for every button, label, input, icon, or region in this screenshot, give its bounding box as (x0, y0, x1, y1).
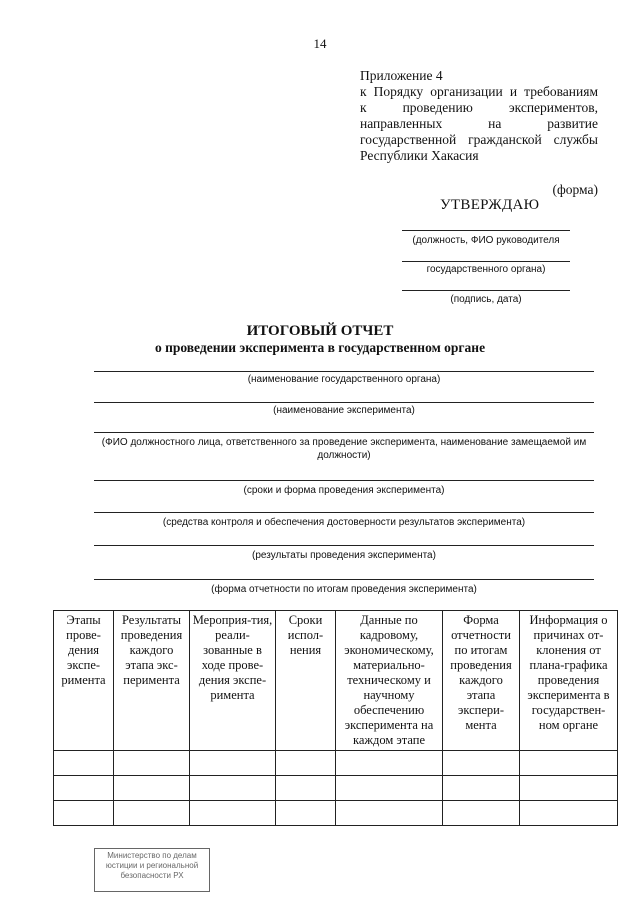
table-cell (336, 776, 443, 801)
table-header-cell: Сроки испол-нения (276, 611, 336, 751)
table-cell (114, 751, 190, 776)
signature-caption: (должность, ФИО руководителя (412, 235, 560, 246)
field-line (94, 480, 594, 481)
registration-stamp (94, 848, 210, 892)
field-caption: (сроки и форма проведения эксперимента) (243, 485, 445, 496)
appendix-line: Республики Хакасия (360, 148, 479, 163)
field-caption: (ФИО должностного лица, ответственного за проведение эксперимента, наименование замещаемой им должности) (101, 437, 587, 461)
appendix-line: к Порядку организации и требованиям (360, 84, 598, 99)
field-caption: (результаты проведения эксперимента) (252, 550, 436, 561)
table-cell (114, 801, 190, 826)
field-line (94, 371, 594, 372)
table-header-row (54, 611, 618, 751)
appendix-line: направленных на развитие (360, 116, 598, 131)
form-label: (форма) (552, 182, 598, 197)
table-row (54, 776, 618, 801)
approval-heading: УТВЕРЖДАЮ (440, 197, 540, 213)
table-cell (190, 776, 276, 801)
table-header-cell: Результаты проведения каждого этапа экс-перимента (114, 611, 190, 751)
table-cell (54, 751, 114, 776)
signature-line (402, 230, 570, 231)
field-caption: (форма отчетности по итогам проведения эксперимента) (211, 584, 477, 595)
field-line (94, 512, 594, 513)
signature-line (402, 261, 570, 262)
table-cell (190, 801, 276, 826)
report-title: ИТОГОВЫЙ ОТЧЕТ (246, 323, 394, 339)
table-cell (520, 801, 618, 826)
table-header-cell: Этапы прове-дения экспе-римента (54, 611, 114, 751)
field-line (94, 402, 594, 403)
field-line (94, 579, 594, 580)
table-cell (276, 801, 336, 826)
table-header-cell: Данные по кадровому, экономическому, материально-техническому и научному обеспечению эксперимента на каждом этапе (336, 611, 443, 751)
table-cell (520, 776, 618, 801)
stamp-line: безопасности РХ (120, 871, 184, 880)
stamp-line: Министерство по делам (107, 851, 197, 860)
table-row (54, 751, 618, 776)
signature-line (402, 290, 570, 291)
signature-caption: (подпись, дата) (450, 294, 522, 305)
table-cell (54, 801, 114, 826)
appendix-line: Приложение 4 (360, 68, 443, 83)
field-caption: (наименование эксперимента) (273, 405, 415, 416)
table-row (54, 801, 618, 826)
appendix-line: к проведению экспериментов, (360, 100, 598, 115)
field-line (94, 545, 594, 546)
appendix-block (360, 68, 598, 164)
table-header-cell: Мероприя-тия, реали-зованные в ходе прове-дения экспе-римента (190, 611, 276, 751)
table-header-cell: Форма отчетности по итогам проведения каждого этапа экспери-мента (443, 611, 520, 751)
stages-table (53, 610, 618, 826)
signature-caption: государственного органа) (426, 264, 546, 275)
table-cell (114, 776, 190, 801)
report-subtitle: о проведении эксперимента в государственном органе (154, 340, 486, 355)
table-cell (54, 776, 114, 801)
table-cell (520, 751, 618, 776)
field-line (94, 432, 594, 433)
table-cell (190, 751, 276, 776)
appendix-line: государственной гражданской службы (360, 132, 598, 147)
table-cell (336, 751, 443, 776)
table-cell (336, 801, 443, 826)
field-caption: (средства контроля и обеспечения достоверности результатов эксперимента) (162, 517, 526, 528)
page-number: 14 (313, 36, 327, 51)
stamp-line: юстиции и региональной (105, 861, 199, 870)
table-header-cell: Информация о причинах от-клонения от плана-графика проведения эксперимента в государствен-ном органе (520, 611, 618, 751)
table-cell (443, 801, 520, 826)
table-cell (276, 776, 336, 801)
table-cell (443, 776, 520, 801)
table-cell (276, 751, 336, 776)
table-cell (443, 751, 520, 776)
field-caption: (наименование государственного органа) (247, 374, 441, 385)
